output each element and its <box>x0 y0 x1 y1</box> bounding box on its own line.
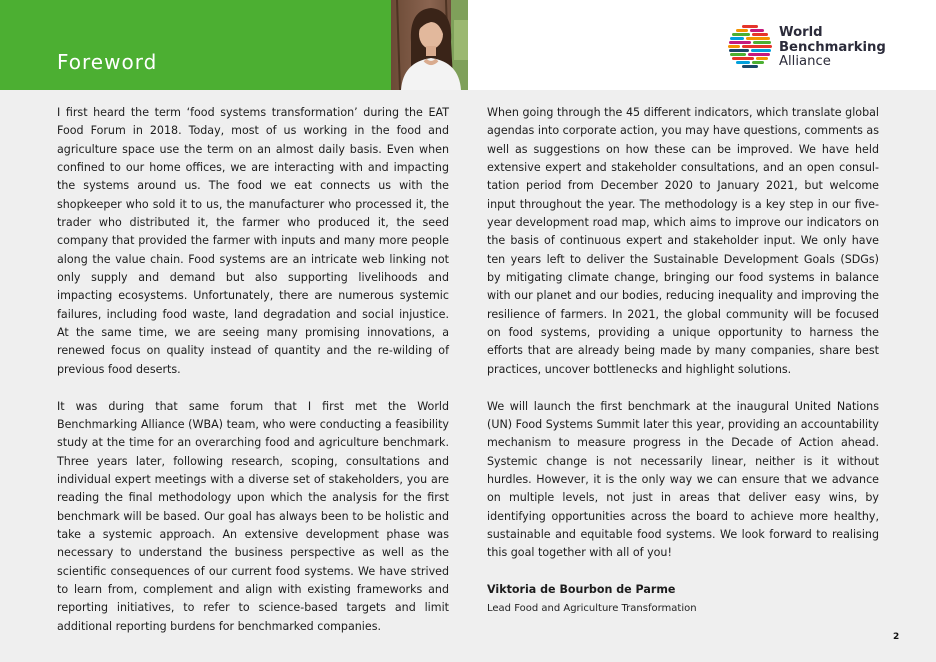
right-paragraph-1: When going through the 45 different indicators, which translate global agendas into corporate action, you may have questions, comments as well as suggestions on how these can be improved. We have held extensive expert and stakeholder consultations, and an open consultation period from December 2020 to January 2021, but welcome input throughout the year. The methodology is a key step in our five-year development road map, which aims to improve our indicators on the basis of continuous expert and stakeholder input. We only have ten years left to deliver the Sustainable Development Goals (SDGs) by mitigating climate change, bringing our food systems in balance with our planet and our bodies, reducing inequality and improving the resilience of farmers. In 2021, the global community will be focused on food systems, providing a unique opportunity to harness the efforts that are already being made by many companies, share best practices, uncover bottlenecks and highlight solutions. <box>487 106 879 376</box>
right-paragraph-2: We will launch the first benchmark at the inaugural United Nations (UN) Food Systems Summit later this year, providing an accountability mechanism to measure progress in the Decade of Action ahead. Systemic change is not necessarily linear, neither is it without hurdles. However, it is the only way we can ensure that we advance on multiple levels, not just in areas that deliver easy wins, by identifying opportunities across the board to achieve more healthy, sustainable and equitable food systems. We look forward to realising this goal together with all of you! <box>487 399 879 560</box>
portrait-image <box>391 0 468 90</box>
page-number: 2 <box>893 632 900 642</box>
left-column <box>57 104 449 654</box>
logo-line-alliance: Alliance <box>779 54 831 69</box>
right-column <box>487 104 879 619</box>
signature-name: Viktoria de Bourbon de Parme <box>487 582 676 596</box>
logo-line-world: World <box>779 25 823 40</box>
signature-role: Lead Food and Agriculture Transformation <box>487 602 697 614</box>
left-paragraph-2: It was during that same forum that I first met the World Benchmarking Alliance (WBA) team, who were conducting a feasibility study at the time for an overarching food and agriculture benchmark. Three years later, following research, scoping, consultations and individual expert meetings with a diverse set of stakeholders, you are reading the final methodology upon which the analysis for the first benchmark will be based. Our goal has always been to be holistic and take a systemic approach. An extensive development phase was necessary to understand the business perspective as well as the scientific consequences of our current food systems. We have strived to learn from, complement and align with existing frameworks and reporting initiatives, to refer to science-based targets and limit additional reporting burdens for benchmarked companies. <box>57 399 449 633</box>
page-title: Foreword <box>57 50 158 74</box>
left-paragraph-1: I first heard the term ‘food systems transformation’ during the EAT Food Forum in 2018. Today, most of us working in the food and agriculture space use the term on an almost daily basis. Even when confined to our home offices, we are interacting with and impacting the systems around us. The food we eat connects us with the shopkeeper who sold it to us, the manufacturer who processed it, the trader who distributed it, the farmer who produced it, the seed company that provided the farmer with inputs and many more people along the value chain. Food systems are an intricate web linking not only supply and demand but also supporting livelihoods and impacting ecosystems. Unfortunately, there are numerous systemic failures, including food waste, land degradation and social injustice. At the same time, we are seeing many promising innovations, a renewed focus on quality instead of quantity and the re-wilding of previous food deserts. <box>57 106 449 376</box>
wba-globe-icon <box>728 24 774 70</box>
logo-line-benchmarking: Benchmarking <box>779 39 886 55</box>
author-portrait <box>391 0 468 90</box>
wba-logo[interactable] <box>728 24 888 72</box>
header-banner <box>0 0 391 90</box>
wba-wordmark <box>779 26 886 70</box>
